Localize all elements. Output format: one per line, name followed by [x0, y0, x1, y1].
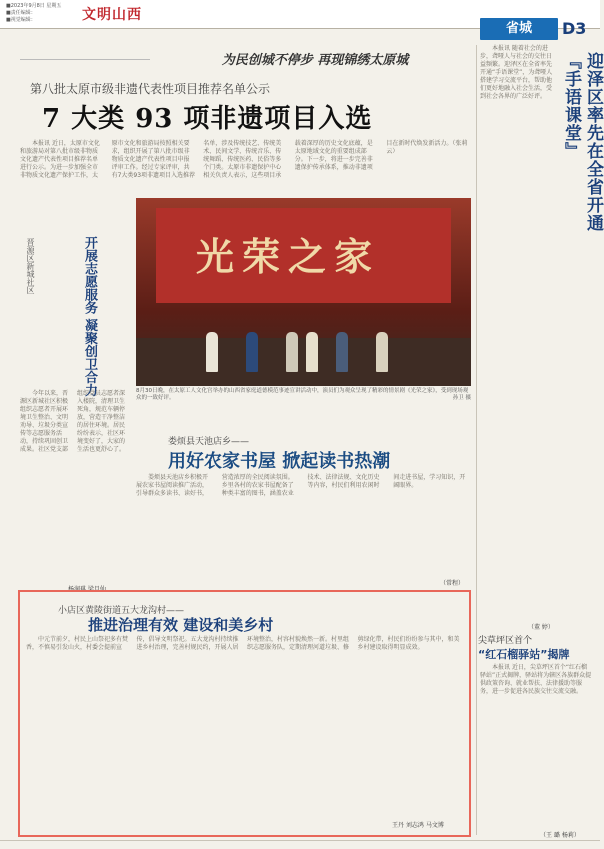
- page-number: D3: [562, 19, 587, 38]
- right-body: 本报讯 随着社会的进步，聋哑人与社会的交往日益频繁。迎泽区在全省率先开通“手语课堂”，为聋哑人搭建学习交流平台，帮助他们更好地融入社会生活，受到社会各界的广泛好评。: [480, 45, 553, 100]
- article4-byline: 王丹 刘志鸿 马文博: [392, 822, 444, 829]
- photo-credit: 孙卫 摄: [452, 395, 471, 401]
- article3-body: 娄烦县天池店乡积极开展农家书屋阅读推广活动，引导群众多读书、读好书，营造浓厚的全民阅读氛围。乡里各村的农家书屋配备了种类丰富的图书，涵盖农业技术、法律法规、文化历史等内容，村民们利用农闲时间走进书屋，学习知识，开阔眼界。: [136, 474, 466, 497]
- article3-headline: 用好农家书屋 掀起读书热潮: [168, 451, 391, 472]
- article4-body: 中元节前夕，村民上山祭祀多有焚香，不慎易引发山火，村委会提前宣传，倡导文明祭祀。五大龙沟村持续推进乡村治理，完善村规民约，开展人居环境整治，村容村貌焕然一新。村里组织志愿服务队，定期清理河道垃圾、修剪绿化带，村民们纷纷参与其中，和美乡村建设取得明显成效。: [26, 636, 460, 651]
- article2-kicker: 晋源区新城社区: [26, 238, 35, 294]
- column-divider: [476, 45, 477, 835]
- meta-line: ■2023年9月8日 星期五: [6, 3, 62, 9]
- performer: [206, 332, 218, 372]
- performer: [336, 332, 348, 372]
- caption-text: 8月30日晚，在太原工人文化宫举办的山西省家庭道德模范事迹宣讲活动中，演员们为观众呈现了精彩的情景剧《光荣之家》，受到现场观众的一致好评。: [136, 388, 469, 401]
- article2-body-col: [95, 200, 133, 385]
- performer: [246, 332, 258, 372]
- issue-meta: [6, 3, 61, 24]
- article4-kicker: 小店区黄陵街道五大龙沟村——: [58, 606, 185, 616]
- performer: [376, 332, 388, 372]
- photo-caption: [136, 388, 471, 402]
- performer: [286, 332, 298, 372]
- right-headline: 迎泽区率先在全省开通『手语课堂』: [561, 52, 603, 232]
- page-slogan: 为民创城不停步 再现锦绣太原城: [150, 49, 480, 68]
- article3-kicker: 娄烦县天池店乡——: [168, 437, 250, 447]
- article2-byline: 杨润琪 梁月仙: [68, 586, 106, 593]
- article1-headline: 7 大类 93 项非遗项目入选: [42, 104, 373, 134]
- performer: [306, 332, 318, 372]
- sub-byline: （王 璐 杨莉）: [540, 832, 580, 839]
- newspaper-logo: 文明山西: [82, 7, 142, 23]
- sub-body: 本报讯 近日，尖草坪区首个“红石榴驿站”正式揭牌，驿站将为辖区各族群众提供政策咨询、就业帮扶、法律援助等服务，进一步促进各民族交往交流交融。: [480, 664, 592, 695]
- right-byline: （董 婷）: [528, 624, 554, 631]
- article2-body: 今年以来，晋源区新城社区积极组织志愿者开展环境卫生整治、文明劝导、垃圾分类宣传等志愿服务活动，持续巩固创卫成果。社区党支部组织党员志愿者深入楼院，清理卫生死角，规范车辆停放，营造干净整洁的居住环境。居民纷纷表示，社区环境变好了，大家的生活也更舒心了。: [20, 390, 126, 453]
- meta-line: ■责任编辑：: [6, 10, 36, 16]
- article1-body: 本报讯 近日，太原市文化和旅游局对第八批市级非物质文化遗产代表性项目推荐名单进行公示。为进一步加强全市非物质文化遗产保护工作，太原市文化和旅游局按照相关要求，组织开展了第八批市级非物质文化遗产代表性项目申报评审工作。经过专家评审，共有7大类93项非遗项目入选推荐名单，涉及传统技艺、传统美术、民间文学、传统音乐、传统舞蹈、传统医药、民俗等多个门类。太原市非遗保护中心相关负责人表示，这些项目承载着深厚的历史文化底蕴，是太原地域文化的重要组成部分。下一步，将进一步完善非遗保护传承体系，推动非遗项目在新时代焕发新活力。（张莉云）: [20, 140, 468, 179]
- article2-headline: 开展志愿服务 凝聚创卫合力: [82, 236, 97, 397]
- article1-kicker: 第八批太原市级非遗代表性项目推荐名单公示: [30, 82, 271, 96]
- article4-headline: 推进治理有效 建设和美乡村: [88, 616, 274, 634]
- footer-rule: [0, 840, 600, 841]
- stage-floor: [136, 338, 471, 386]
- article3-byline: （常程）: [440, 580, 465, 587]
- banner-text: 光荣之家: [196, 234, 381, 279]
- meta-line: ■视觉编辑：: [6, 17, 36, 23]
- section-label: 省城: [480, 18, 558, 40]
- stage-photo: [136, 198, 471, 386]
- sub-headline: “红石榴驿站”揭牌: [478, 648, 570, 661]
- sub-kicker: 尖草坪区首个: [478, 636, 533, 646]
